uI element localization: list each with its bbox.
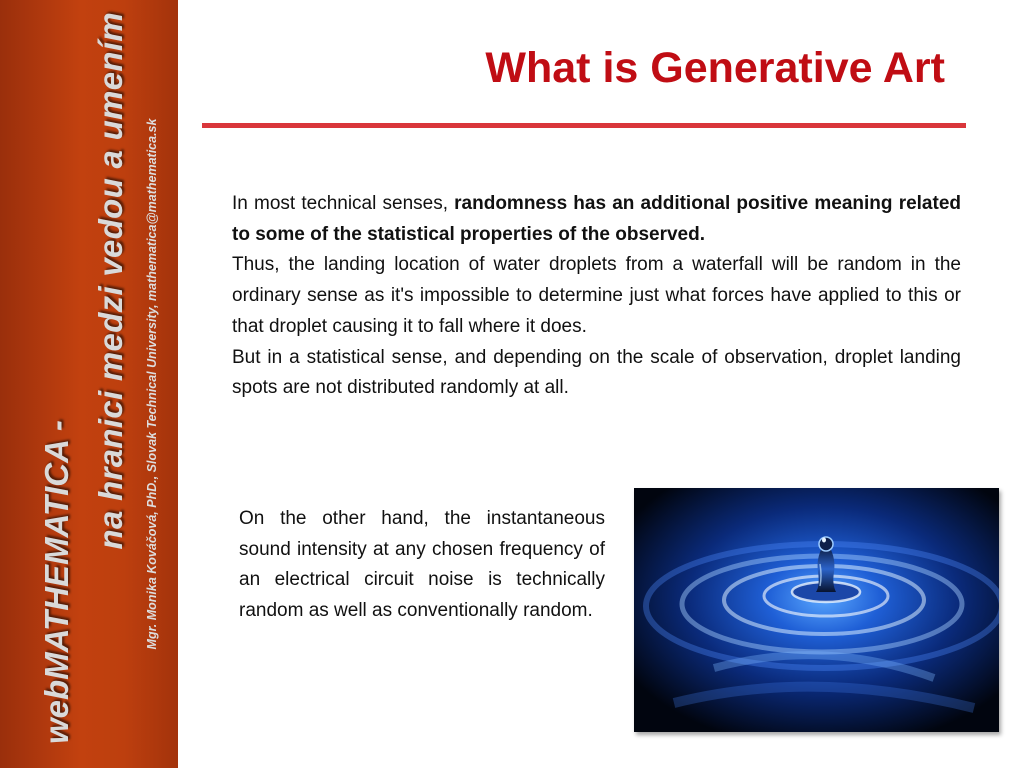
sidebar-subtitle: na hranici medzi vedou a umením — [92, 12, 129, 550]
side-text — [239, 504, 605, 627]
sidebar-banner — [0, 0, 178, 768]
paragraph-bold: randomness has an additional positive meaning related to some of the statistical properties of the observed. — [232, 193, 961, 245]
water-droplet-image — [634, 488, 999, 732]
page-title: What is Generative Art — [485, 44, 945, 92]
paragraph-intro: In most technical senses, — [232, 193, 455, 214]
paragraph-randomness — [232, 189, 961, 250]
main-text — [232, 189, 961, 404]
sidebar-author: Mgr. Monika Kováčová, PhD., Slovak Technical University, mathematica@mathematica.sk — [145, 118, 159, 650]
paragraph-statistical: But in a statistical sense, and depending on the scale of observation, droplet landing spots are not distributed randomly at all. — [232, 346, 961, 399]
sidebar-title: webMATHEMATICA - — [38, 420, 75, 744]
water-droplet-splash-icon — [634, 488, 999, 732]
paragraph-noise: On the other hand, the instantaneous sound intensity at any chosen frequency of an electrical circuit noise is technically random as well as conventionally random. — [239, 508, 605, 622]
title-divider — [202, 123, 966, 128]
paragraph-waterfall: Thus, the landing location of water droplets from a waterfall will be random in the ordinary sense as it's impossible to determine just what forces have applied to this or that droplet causing it to fall where it does. — [232, 254, 961, 337]
